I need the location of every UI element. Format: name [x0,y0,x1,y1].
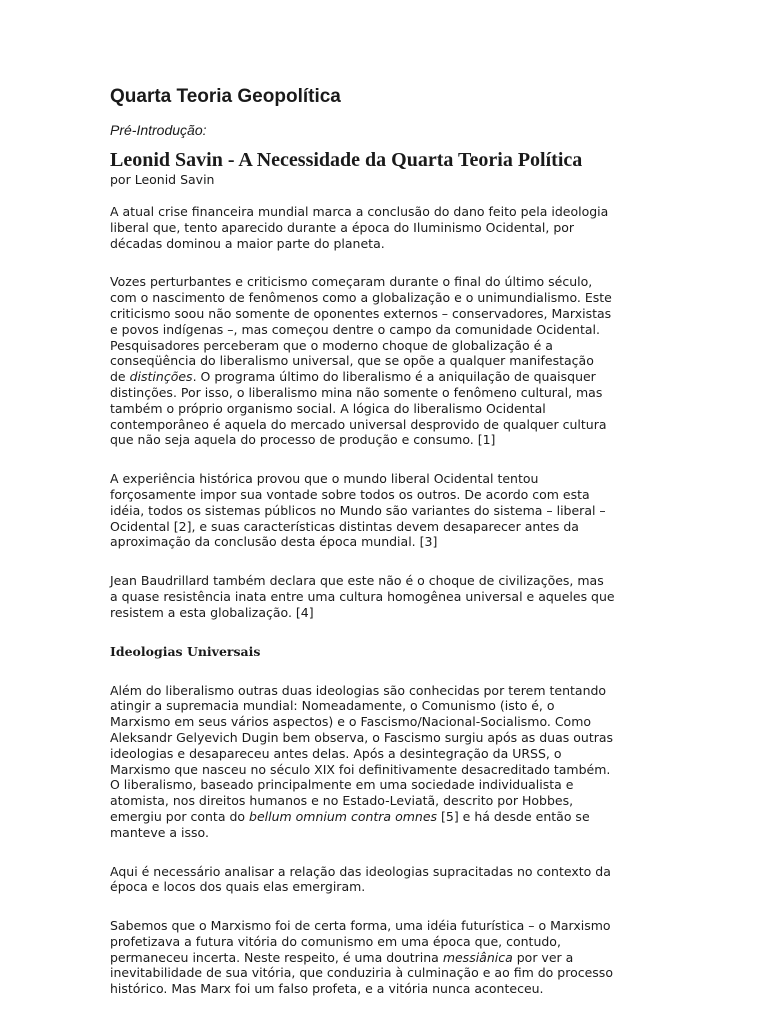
paragraph-line: época e locos dos quais elas emergiram. [110,879,366,895]
paragraph-line: atingir a supremacia mundial: Nomeadamente, o Comunismo (isto é, o [110,698,555,714]
emphasis-text: bellum omnium contra omnes [249,808,438,824]
paragraph-line: Marxismo que nasceu no século XIX foi definitivamente desacreditado também. [110,761,611,777]
text-run: emergiu por conta do [110,808,250,824]
document-title: Quarta Teoria Geopolítica [110,86,341,107]
paragraph-line [110,369,662,385]
paragraph-6 [110,864,662,896]
paragraph-line: A atual crise financeira mundial marca a conclusão do dano feito pela ideologia [110,204,609,219]
paragraph-line: com o nascimento de fenômenos como a globalização e o unimundialismo. Este [110,290,612,306]
paragraph-line: também o próprio organismo social. A lógica do liberalismo Ocidental [110,400,546,416]
paragraph-7 [110,918,662,997]
paragraph-line: atomista, nos direitos humanos e no Estado-Leviatã, descrito por Hobbes, [110,793,574,809]
document-page [110,84,662,997]
paragraph-2 [110,274,662,448]
paragraph-line: histórico. Mas Marx foi um falso profeta, e a vitória nunca aconteceu. [110,981,544,997]
paragraph-line: a quase resistência inata entre uma cultura homogênea universal e aqueles que [110,588,615,604]
paragraph-line: Marxismo em seus vários aspectos) e o Fascismo/Nacional-Socialismo. Como [110,714,592,730]
paragraph-line: O liberalismo, baseado principalmente em uma sociedade individualista e [110,777,574,793]
paragraph-line: que não seja aquela do processo de produção e consumo. [1] [110,432,496,448]
text-run: . O programa último do liberalismo é a aniquilação de quaisquer [192,369,596,385]
paragraph-line: aproximação da conclusão desta época mundial. [3] [110,534,438,550]
emphasis-text: distinções [129,369,193,385]
text-run: permaneceu incerta. Neste respeito, é uma doutrina [110,949,443,965]
paragraph-line: Pesquisadores perceberam que o moderno choque de globalização é a [110,337,553,353]
paragraph-line: criticismo soou não somente de oponentes externos – conservadores, Marxistas [110,305,612,321]
paragraph-5 [110,683,662,841]
article-body [110,204,662,997]
text-run: por ver a [512,949,574,965]
paragraph-line: e povos indígenas –, mas começou dentre o campo da comunidade Ocidental. [110,321,600,337]
paragraph-line: inevitabilidade de sua vitória, que conduziria à culminação e ao fim do processo [110,965,613,981]
paragraph-1 [110,204,662,251]
paragraph-line: Além do liberalismo outras duas ideologias são conhecidas por terem tentando [110,682,607,698]
paragraph-line: idéia, todos os sistemas públicos no Mundo são variantes do sistema – liberal – [110,502,606,518]
paragraph-line: forçosamente impor sua vontade sobre todos os outros. De acordo com esta [110,486,590,502]
paragraph-line: Vozes perturbantes e criticismo começaram durante o final do último século, [110,274,593,290]
paragraph-line [110,950,662,966]
paragraph-line: resistem a esta globalização. [4] [110,604,314,620]
paragraph-line: ideologias e desapareceu antes delas. Após a desintegração da URSS, o [110,745,562,761]
paragraph-line: liberal que, tento aparecido durante a época do Iluminismo Ocidental, por [110,219,575,235]
pre-introduction-label: Pré-Introdução: [110,122,207,138]
paragraph-4 [110,573,662,620]
paragraph-line: Ocidental [2], e suas características distintas devem desaparecer antes da [110,518,579,534]
section-heading-universal-ideologies: Ideologias Universais [110,643,261,659]
paragraph-line: distinções. Por isso, o liberalismo mina não somente o fenômeno cultural, mas [110,384,603,400]
text-run: [5] e há desde então se [437,808,590,824]
paragraph-line: profetizava a futura vitória do comunismo em uma época que, contudo, [110,933,561,949]
paragraph-line: Aleksandr Gelyevich Dugin bem observa, o Fascismo surgiu após as duas outras [110,729,614,745]
paragraph-line: décadas dominou a maior parte do planeta. [110,235,385,251]
paragraph-line: contemporâneo é aquela do mercado universal desprovido de qualquer cultura [110,416,607,432]
text-run: de [110,369,130,385]
paragraph-3 [110,471,662,550]
paragraph-line [110,809,662,825]
paragraph-line: Aqui é necessário analisar a relação das ideologias supracitadas no contexto da [110,863,611,879]
article-byline: por Leonid Savin [110,172,215,187]
article-title: Leonid Savin - A Necessidade da Quarta Teoria Política [110,149,583,171]
paragraph-line: Sabemos que o Marxismo foi de certa forma, uma idéia futurística – o Marxismo [110,918,611,934]
paragraph-line: manteve a isso. [110,824,209,840]
emphasis-text: messiânica [442,949,513,965]
paragraph-line: Jean Baudrillard também declara que este não é o choque de civilizações, mas [110,573,604,589]
paragraph-line: conseqüência do liberalismo universal, que se opõe a qualquer manifestação [110,353,594,369]
paragraph-line: A experiência histórica provou que o mundo liberal Ocidental tentou [110,471,539,487]
